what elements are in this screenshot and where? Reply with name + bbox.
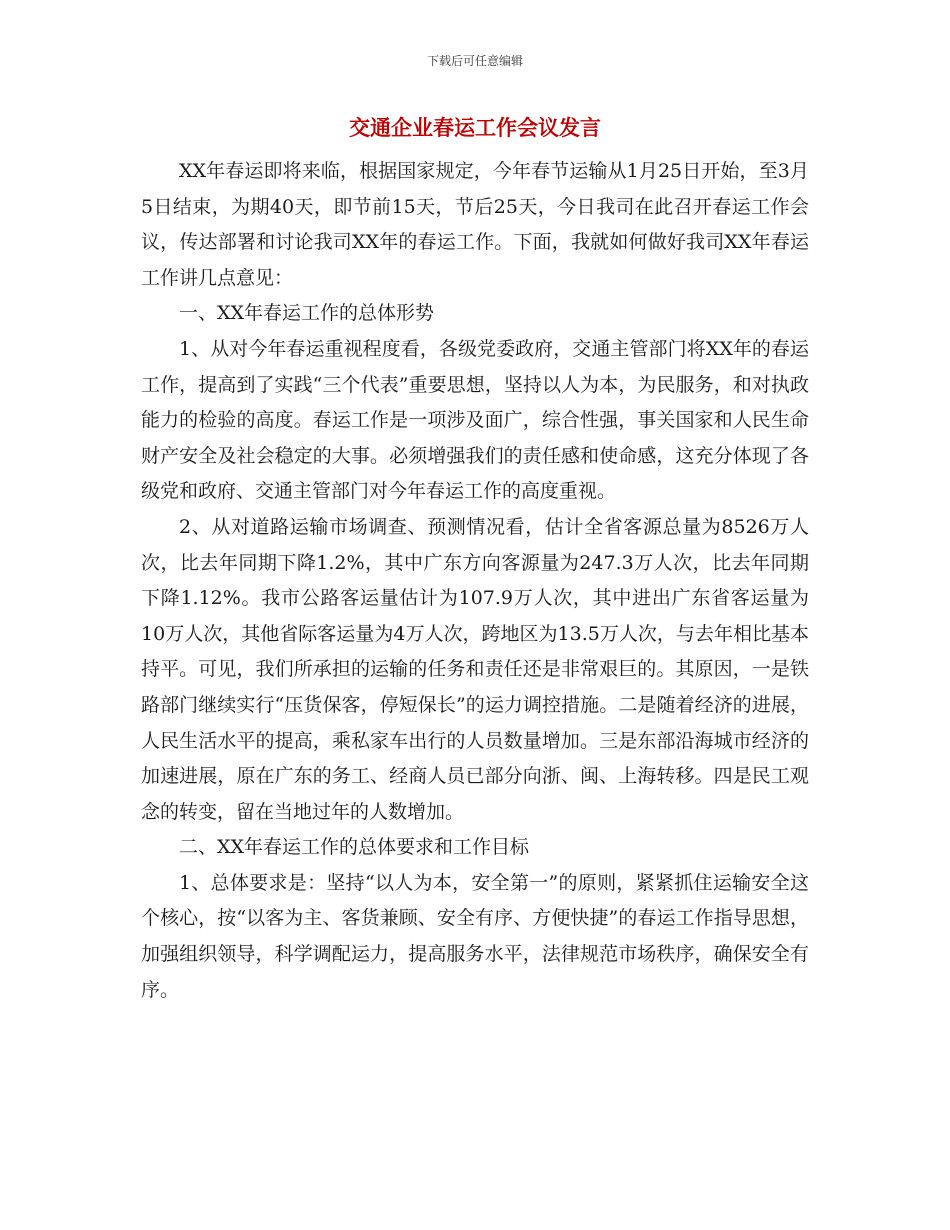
paragraph-intro: XX年春运即将来临，根据国家规定，今年春节运输从1月25日开始，至3月5日结束，为期40天，即节前15天，节后25天，今日我司在此召开春运工作会议，传达部署和讨论我司XX年的春运工作。下面，我就如何做好我司XX年春运工作讲几点意见： — [141, 160, 809, 289]
document-body — [141, 154, 809, 1008]
paragraph-2-1: 1、总体要求是：坚持“以人为本，安全第一”的原则，紧紧抓住运输安全这个核心，按“以客为主、客货兼顾、安全有序、方便快捷”的春运工作指导思想，加强组织领导，科学调配运力，提高服务水平，法律规范市场秩序，确保安全有序。 — [141, 871, 809, 1001]
page-header-note: 下载后可任意编辑 — [426, 54, 523, 68]
paragraph-1-2: 2、从对道路运输市场调查、预测情况看，估计全省客源总量为8526万人次，比去年同期下降1.2%，其中广东方向客源量为247.3万人次，比去年同期下降1.12%。我市公路客运量估计为107.9万人次，其中进出广东省客运量为10万人次，其他省际客运量为4万人次，跨地区为13.5万人次，与去年相比基本持平。可见，我们所承担的运输的任务和责任还是非常艰巨的。其原因，一是铁路部门继续实行“压货保客，停短保长”的运力调控措施。二是随着经济的进展，人民生活水平的提高，乘私家车出行的人员数量增加。三是东部沿海城市经济的加速进展，原在广东的务工、经商人员已部分向浙、闽、上海转移。四是民工观念的转变，留在当地过年的人数增加。 — [141, 515, 809, 823]
paragraph-1-1: 1、从对今年春运重视程度看，各级党委政府，交通主管部门将XX年的春运工作，提高到了实践“三个代表”重要思想，坚持以人为本，为民服务，和对执政能力的检验的高度。春运工作是一项涉及面广，综合性强，事关国家和人民生命财产安全及社会稳定的大事。必须增强我们的责任感和使命感，这充分体现了各级党和政府、交通主管部门对今年春运工作的高度重视。 — [141, 337, 809, 503]
section-heading-1: 一、XX年春运工作的总体形势 — [179, 302, 435, 325]
document-title: 交通企业春运工作会议发言 — [349, 116, 601, 140]
section-heading-2: 二、XX年春运工作的总体要求和工作目标 — [179, 836, 530, 859]
